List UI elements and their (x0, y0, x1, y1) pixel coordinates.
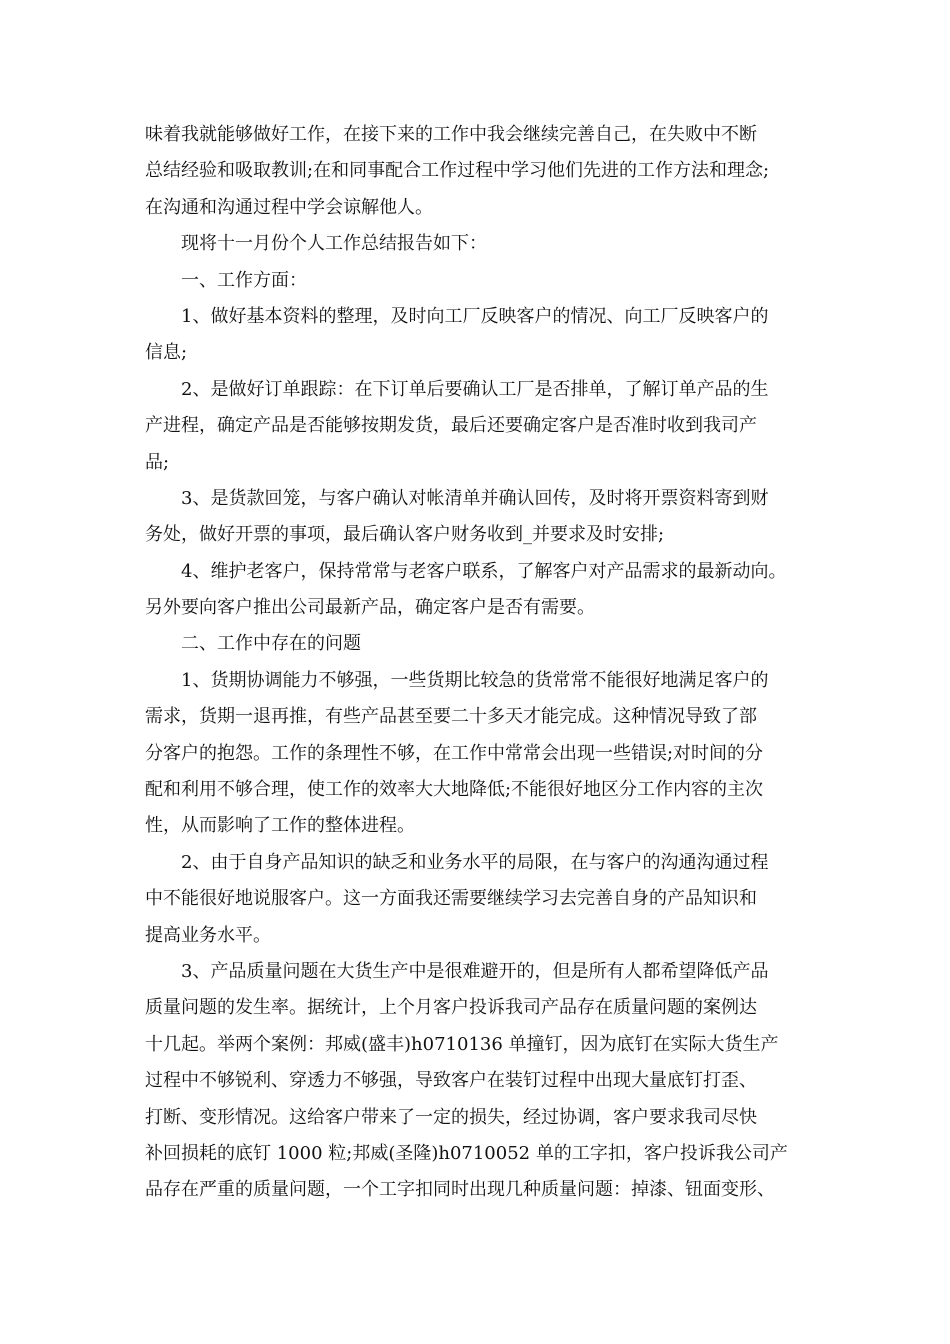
text-line: 2、由于自身产品知识的缺乏和业务水平的局限，在与客户的沟通沟通过程 (181, 851, 769, 873)
text-line: 总结经验和吸取教训;在和同事配合工作过程中学习他们先进的工作方法和理念; (145, 160, 770, 182)
text-line: 提高业务水平。 (145, 924, 271, 946)
text-line: 味着我就能够做好工作，在接下来的工作中我会继续完善自己，在失败中不断 (145, 124, 757, 145)
document-body (145, 117, 815, 1209)
text-line: 分客户的抱怨。工作的条理性不够，在工作中常常会出现一些错误;对时间的分 (145, 742, 764, 764)
text-line: 3、产品质量问题在大货生产中是很难避开的，但是所有人都希望降低产品 (181, 960, 769, 982)
text-line: 十几起。举两个案例：邦威(盛丰)h0710136 单撞钉，因为底钉在实际大货生产 (145, 1033, 779, 1055)
text-line: 补回损耗的底钉 1000 粒;邦威(圣隆)h0710052 单的工字扣，客户投诉我公司产 (145, 1142, 788, 1164)
text-line: 过程中不够锐利、穿透力不够强，导致客户在装钉过程中出现大量底钉打歪、 (145, 1070, 757, 1092)
text-line: 1、做好基本资料的整理，及时向工厂反映客户的情况、向工厂反映客户的 (181, 305, 769, 327)
text-line: 另外要向客户推出公司最新产品，确定客户是否有需要。 (145, 597, 595, 619)
text-line: 3、是货款回笼，与客户确认对帐清单并确认回传，及时将开票资料寄到财 (181, 487, 769, 509)
text-line: 质量问题的发生率。据统计，上个月客户投诉我司产品存在质量问题的案例达 (145, 997, 757, 1019)
text-line: 产进程，确定产品是否能够按期发货，最后还要确定客户是否准时收到我司产 (145, 415, 757, 437)
text-line: 打断、变形情况。这给客户带来了一定的损失，经过协调，客户要求我司尽快 (145, 1106, 757, 1128)
text-line: 2、是做好订单跟踪：在下订单后要确认工厂是否排单，了解订单产品的生 (181, 378, 769, 400)
text-line: 1、货期协调能力不够强，一些货期比较急的货常常不能很好地满足客户的 (181, 669, 769, 691)
text-line: 4、维护老客户，保持常常与老客户联系，了解客户对产品需求的最新动向。 (181, 560, 787, 582)
text-line: 信息; (145, 342, 188, 364)
text-line: 中不能很好地说服客户。这一方面我还需要继续学习去完善自身的产品知识和 (145, 888, 757, 910)
text-line: 在沟通和沟通过程中学会谅解他人。 (145, 196, 433, 218)
text-line: 配和利用不够合理，使工作的效率大大地降低;不能很好地区分工作内容的主次 (145, 779, 764, 801)
text-line: 现将十一月份个人工作总结报告如下： (181, 233, 487, 255)
text-line: 品; (145, 451, 170, 473)
text-line: 品存在严重的质量问题，一个工字扣同时出现几种质量问题：掉漆、钮面变形、 (145, 1179, 775, 1201)
section-heading: 二、工作中存在的问题 (181, 633, 361, 655)
text-line: 性，从而影响了工作的整体进程。 (145, 815, 415, 837)
text-line: 需求，货期一退再推，有些产品甚至要二十多天才能完成。这种情况导致了部 (145, 706, 757, 728)
section-heading: 一、工作方面： (181, 269, 307, 291)
text-line: 务处，做好开票的事项，最后确认客户财务收到_并要求及时安排; (145, 524, 665, 546)
